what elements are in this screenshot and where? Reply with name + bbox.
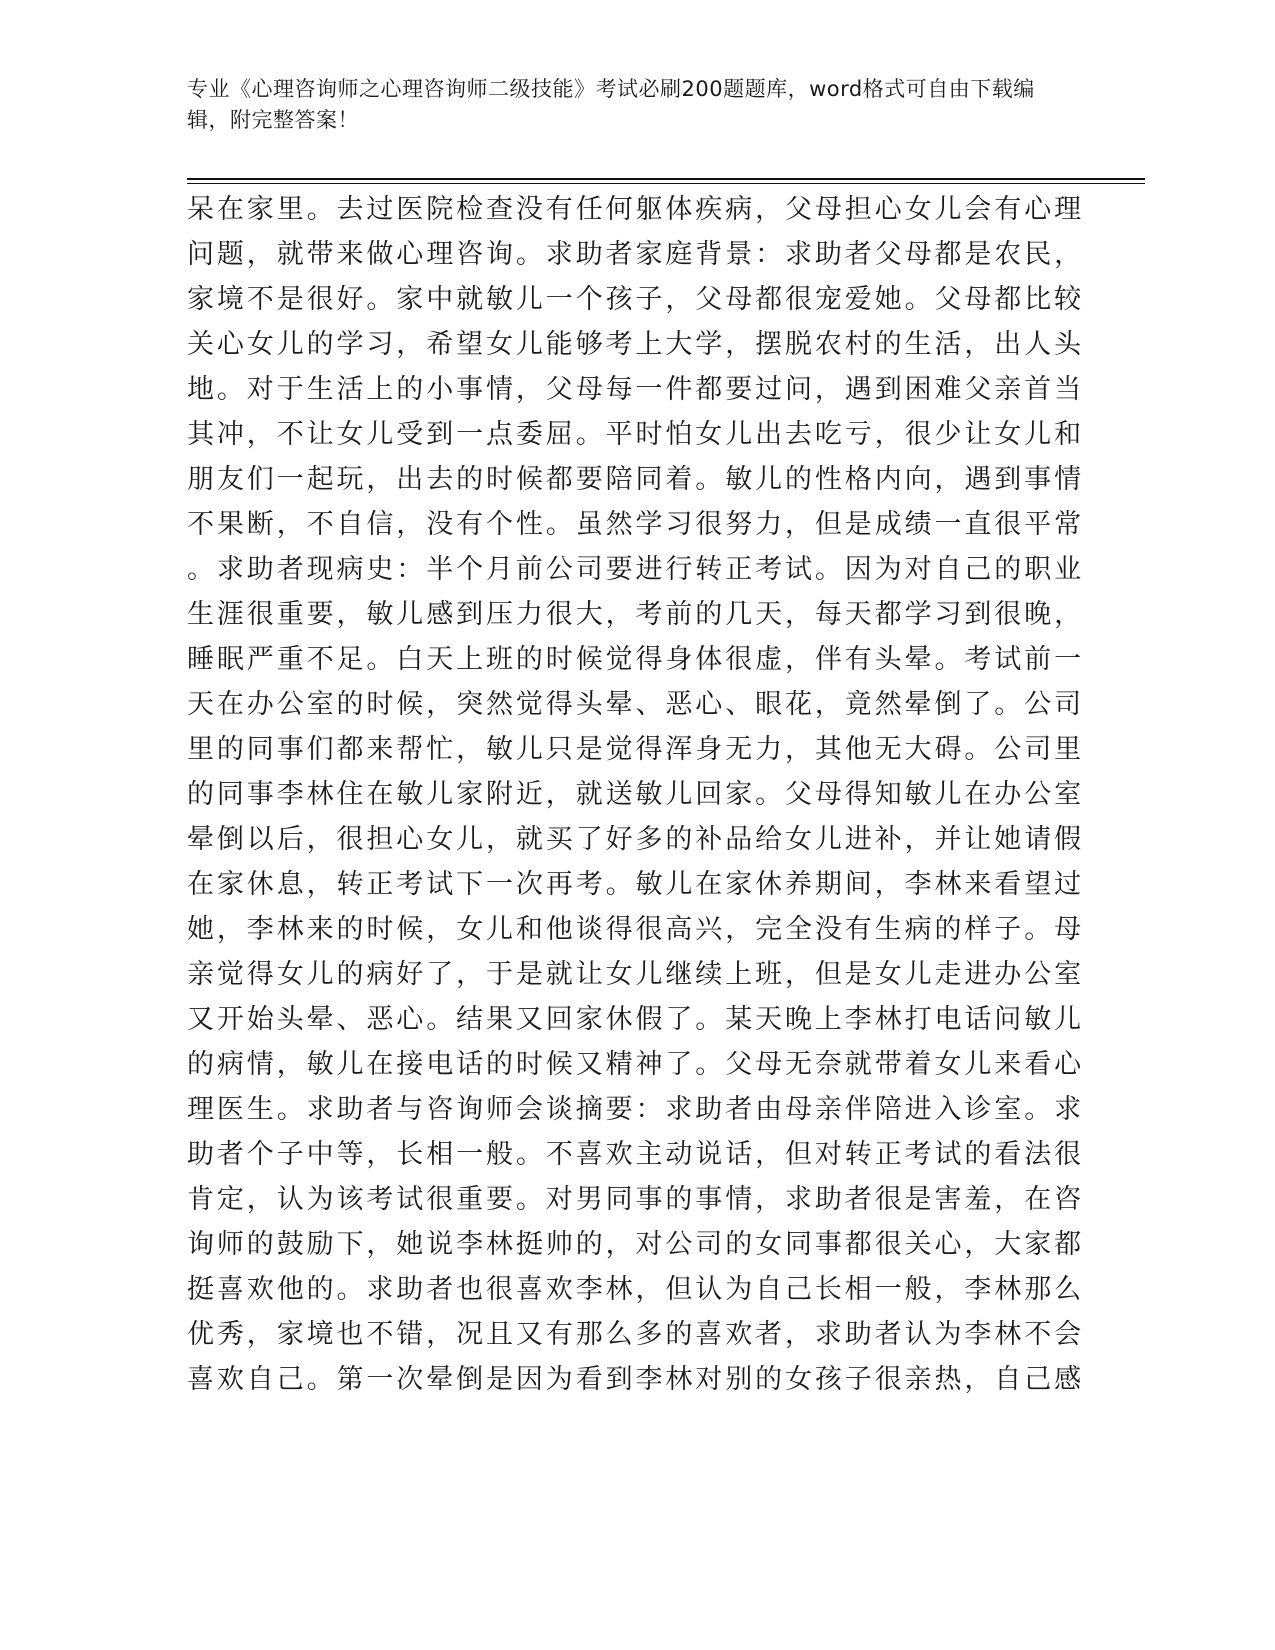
body-line: 不果断，不自信，没有个性。虽然学习很努力，但是成绩一直很平常	[187, 509, 1084, 540]
body-line: 的病情，敏儿在接电话的时候又精神了。父母无奈就带着女儿来看心	[187, 1049, 1084, 1080]
body-text	[187, 187, 1084, 1402]
body-line: 其冲，不让女儿受到一点委屈。平时怕女儿出去吃亏，很少让女儿和	[187, 419, 1084, 450]
body-line: 晕倒以后，很担心女儿，就买了好多的补品给女儿进补，并让她请假	[187, 824, 1084, 855]
body-line: 在家休息，转正考试下一次再考。敏儿在家休养期间，李林来看望过	[187, 869, 1084, 900]
body-line: 理医生。求助者与咨询师会谈摘要：求助者由母亲伴陪进入诊室。求	[187, 1094, 1084, 1125]
body-line: 助者个子中等，长相一般。不喜欢主动说话，但对转正考试的看法很	[187, 1139, 1084, 1170]
body-line: 地。对于生活上的小事情，父母每一件都要过问，遇到困难父亲首当	[187, 374, 1084, 405]
body-line: 睡眠严重不足。白天上班的时候觉得身体很虚，伴有头晕。考试前一	[187, 644, 1084, 675]
page-header: 专业《心理咨询师之心理咨询师二级技能》考试必刷200题题库，word格式可自由下载编辑，附完整答案！	[187, 77, 1035, 132]
body-line: 挺喜欢他的。求助者也很喜欢李林，但认为自己长相一般，李林那么	[187, 1274, 1084, 1305]
header-rule-thin	[187, 183, 1145, 184]
body-line: 喜欢自己。第一次晕倒是因为看到李林对别的女孩子很亲热，自己感	[187, 1364, 1084, 1395]
body-line: 家境不是很好。家中就敏儿一个孩子，父母都很宠爱她。父母都比较	[187, 284, 1084, 315]
body-line: 亲觉得女儿的病好了，于是就让女儿继续上班，但是女儿走进办公室	[187, 959, 1084, 990]
body-line: 里的同事们都来帮忙，敏儿只是觉得浑身无力，其他无大碍。公司里	[187, 734, 1084, 765]
body-line: 肯定，认为该考试很重要。对男同事的事情，求助者很是害羞，在咨	[187, 1184, 1084, 1215]
body-line: 她，李林来的时候，女儿和他谈得很高兴，完全没有生病的样子。母	[187, 914, 1084, 945]
body-line: 生涯很重要，敏儿感到压力很大，考前的几天，每天都学习到很晚，	[187, 599, 1084, 630]
body-line: 朋友们一起玩，出去的时候都要陪同着。敏儿的性格内向，遇到事情	[187, 464, 1084, 495]
body-line: 优秀，家境也不错，况且又有那么多的喜欢者，求助者认为李林不会	[187, 1319, 1084, 1350]
body-line: 关心女儿的学习，希望女儿能够考上大学，摆脱农村的生活，出人头	[187, 329, 1084, 360]
header-rule-thick	[187, 178, 1145, 180]
body-line: 的同事李林住在敏儿家附近，就送敏儿回家。父母得知敏儿在办公室	[187, 779, 1084, 810]
body-line: 询师的鼓励下，她说李林挺帅的，对公司的女同事都很关心，大家都	[187, 1229, 1084, 1260]
body-line: 呆在家里。去过医院检查没有任何躯体疾病，父母担心女儿会有心理	[187, 194, 1084, 225]
body-line: 问题，就带来做心理咨询。求助者家庭背景：求助者父母都是农民，	[187, 239, 1084, 270]
body-line: 天在办公室的时候，突然觉得头晕、恶心、眼花，竟然晕倒了。公司	[187, 689, 1084, 720]
body-line: 。求助者现病史：半个月前公司要进行转正考试。因为对自己的职业	[187, 554, 1084, 585]
body-line: 又开始头晕、恶心。结果又回家休假了。某天晚上李林打电话问敏儿	[187, 1004, 1084, 1035]
